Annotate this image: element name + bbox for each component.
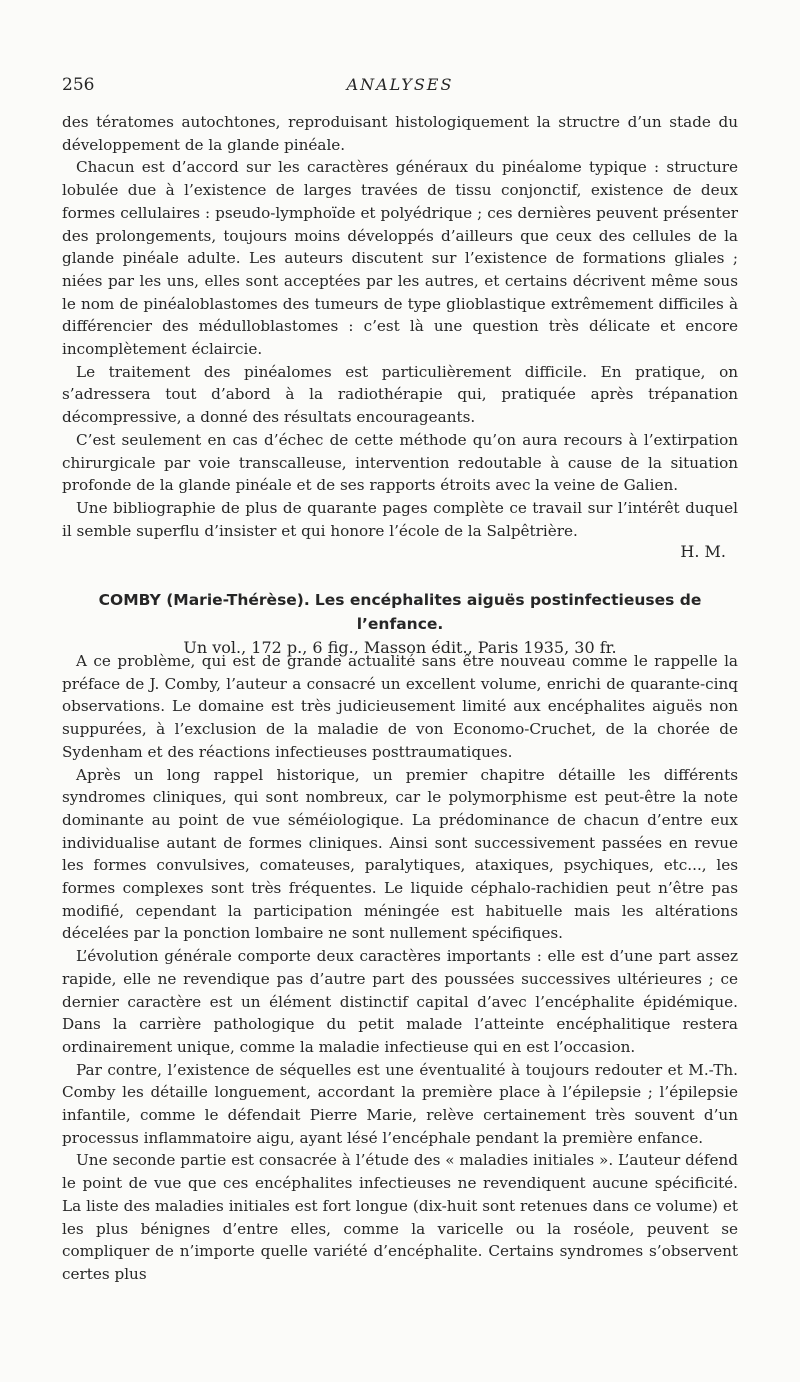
review-book-title: Les encéphalites aiguës postinfectieuses de l’enfance. (314, 591, 702, 633)
paragraph: Après un long rappel historique, un premier chapitre détaille les différents syndromes cliniques, qui sont nombreux, car le polymorphisme est peut-être la note dominante au point de vue séméiologique. La prédominance de chacun d’entre eux individualise autant de formes cliniques. Ainsi sont successivement passées en revue les formes convulsives, comateuses, paralytiques, ataxiques, psychiques, etc..., les formes complexes sont très fréquentes. Le liquide céphalo-rachidien peut n’être pas modifié, cependant la participation méningée est habituelle mais les altérations décelées par la ponction lombaire ne sont nullement spécifiques. (62, 765, 738, 943)
paragraph: C’est seulement en cas d’échec de cette méthode qu’on aura recours à l’extirpation chirurgicale par voie transcalleuse, intervention redoutable à cause de la situation profonde de la glande pinéale et de ses rapports étroits avec la veine de Galien. (62, 430, 738, 495)
previous-review-text (62, 111, 738, 561)
running-head: ANALYSES (346, 75, 454, 94)
paragraph: Chacun est d’accord sur les caractères généraux du pinéalome typique : structure lobulée due à l’existence de larges travées de tissu conjonctif, existence de deux formes cellulaires : pseudo-lymphoïde et polyédrique ; ces dernières peuvent présenter des prolongements, toujours moins développés d’ailleurs que ceux des cellules de la glande pinéale adulte. Les auteurs discutent sur l’existence de formations gliales ; niées par les uns, elles sont acceptées par les autres, et certains décrivent même sous le nom de pinéaloblastomes des tumeurs de type glioblastique extrêmement difficiles à différencier des médulloblastomes : c’est là une question très délicate et encore incomplètement éclaircie. (62, 158, 738, 359)
paragraph: Par contre, l’existence de séquelles est une éventualité à toujours redouter et M.-Th. Comby les détaille longuement, accordant la première place à l’épilepsie ; l’épilepsie infantile, comme le défendait Pierre Marie, relève certainement très souvent d’un processus inflammatoire aigu, ayant lésé l’encéphale pendant la première enfance. (62, 1060, 738, 1147)
paragraph: L’évolution générale comporte deux caractères importants : elle est d’une part assez rapide, elle ne revendique pas d’autre part des poussées successives ultérieures ; ce dernier caractère est un élément distinctif capital d’avec l’encéphalite épidémique. Dans la carrière pathologique du petit malade l’atteinte encéphalitique restera ordinairement unique, comme la maladie infectieuse qui en est l’occasion. (62, 947, 738, 1056)
paragraph: Le traitement des pinéalomes est particulièrement difficile. En pratique, on s’adressera tout d’abord à la radiothérapie qui, pratiquée après trépanation décompressive, a donné des résultats encourageants. (62, 362, 738, 427)
review-text (62, 650, 738, 1286)
page-number: 256 (62, 75, 95, 95)
signature-row (62, 542, 738, 561)
paragraph: Une seconde partie est consacrée à l’étude des « maladies initiales ». L’auteur défend le point de vue que ces encéphalites infectieuses ne revendiquent aucune spécificité. La liste des maladies initiales est fort longue (dix-huit sont retenues dans ce volume) et les plus bénignes d’entre elles, comme la varicelle ou la roséole, peuvent se compliquer de n’importe quelle variété d’encéphalite. Certains syndromes s’observent certes plus (62, 1151, 738, 1283)
document-page (62, 0, 738, 1382)
paragraph: Une bibliographie de plus de quarante pages complète ce travail sur l’intérêt duquel il semble superflu d’insister et qui honore l’école de la Salpêtrière. (62, 498, 738, 540)
page-header (62, 75, 738, 99)
review-heading (62, 588, 738, 659)
paragraph: A ce problème, qui est de grande actualité sans être nouveau comme le rappelle la préface de J. Comby, l’auteur a consacré un excellent volume, enrichi de quarante-cinq observations. Le domaine est très judicieusement limité aux encéphalites aiguës non suppurées, à l’exclusion de la maladie de von Economo-Cruchet, de la chorée de Sydenham et des réactions infectieuses posttraumatiques. (62, 652, 738, 761)
reviewer-signature: H. M. (680, 542, 726, 562)
review-publication-details: Un vol., 172 p., 6 fig., Masson édit., Paris 1935, 30 fr. (183, 638, 617, 657)
review-author: COMBY (Marie-Thérèse). (98, 591, 310, 609)
paragraph: des tératomes autochtones, reproduisant histologiquement la structre d’un stade du développement de la glande pinéale. (62, 113, 738, 154)
